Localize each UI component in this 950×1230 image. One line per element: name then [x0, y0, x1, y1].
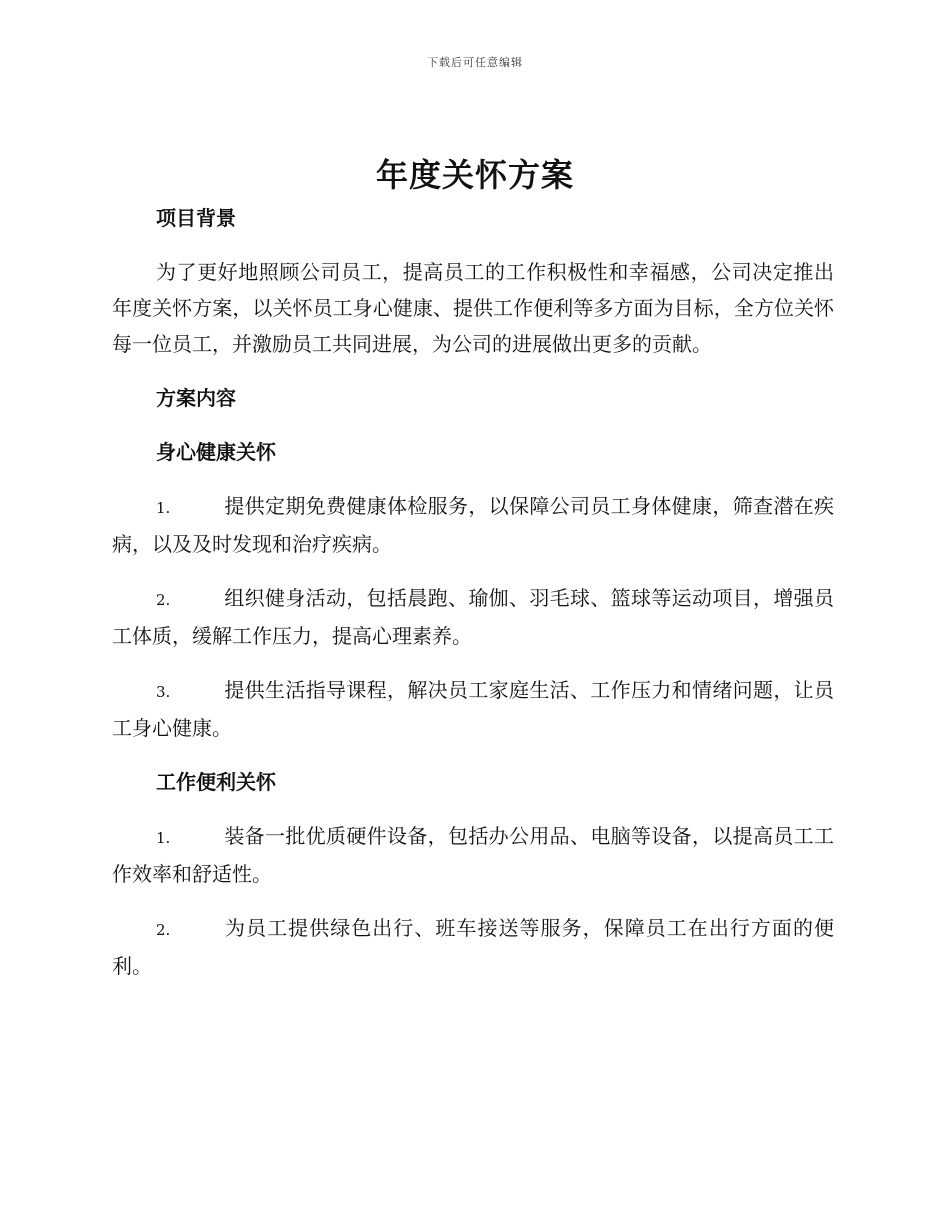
document-body — [112, 200, 834, 984]
list-item — [112, 580, 834, 654]
section-heading-content: 方案内容 — [156, 386, 236, 410]
list-item-text: 提供定期免费健康体检服务，以保障公司员工身体健康，筛查潜在疾病，以及及时发现和治疗疾病。 — [112, 494, 834, 556]
list-item-text: 为员工提供绿色出行、班车接送等服务，保障员工在出行方面的便利。 — [112, 916, 834, 978]
list-item-text: 装备一批优质硬件设备，包括办公用品、电脑等设备，以提高员工工作效率和舒适性。 — [112, 824, 834, 886]
list-item-text: 提供生活指导课程，解决员工家庭生活、工作压力和情绪问题，让员工身心健康。 — [112, 678, 834, 740]
list-item-number: 2. — [156, 921, 171, 939]
section-heading-background: 项目背景 — [156, 206, 236, 230]
spacer — [112, 562, 834, 580]
spacer — [112, 470, 834, 488]
list-item — [112, 818, 834, 892]
list-item — [112, 488, 834, 562]
list-item-number: 2. — [156, 591, 171, 609]
background-paragraph: 为了更好地照顾公司员工，提高员工的工作积极性和幸福感，公司决定推出年度关怀方案，以关怀员工身心健康、提供工作便利等多方面为目标，全方位关怀每一位员工，并激励员工共同进展，为公司的进展做出更多的贡献。 — [112, 260, 834, 356]
list-item-number: 1. — [156, 499, 171, 517]
document-title: 年度关怀方案 — [375, 156, 574, 194]
spacer — [112, 416, 834, 434]
page-header-note: 下载后可任意编辑 — [427, 56, 523, 69]
section-heading-health: 身心健康关怀 — [156, 440, 276, 464]
list-item-number: 3. — [156, 683, 171, 701]
spacer — [112, 800, 834, 818]
list-item — [112, 910, 834, 984]
list-item-text: 组织健身活动，包括晨跑、瑜伽、羽毛球、篮球等运动项目，增强员工体质，缓解工作压力，提高心理素养。 — [112, 586, 834, 648]
spacer — [112, 746, 834, 764]
spacer — [112, 236, 834, 254]
spacer — [112, 362, 834, 380]
section-heading-work: 工作便利关怀 — [156, 770, 276, 794]
spacer — [112, 654, 834, 672]
list-item-number: 1. — [156, 829, 171, 847]
spacer — [112, 892, 834, 910]
list-item — [112, 672, 834, 746]
